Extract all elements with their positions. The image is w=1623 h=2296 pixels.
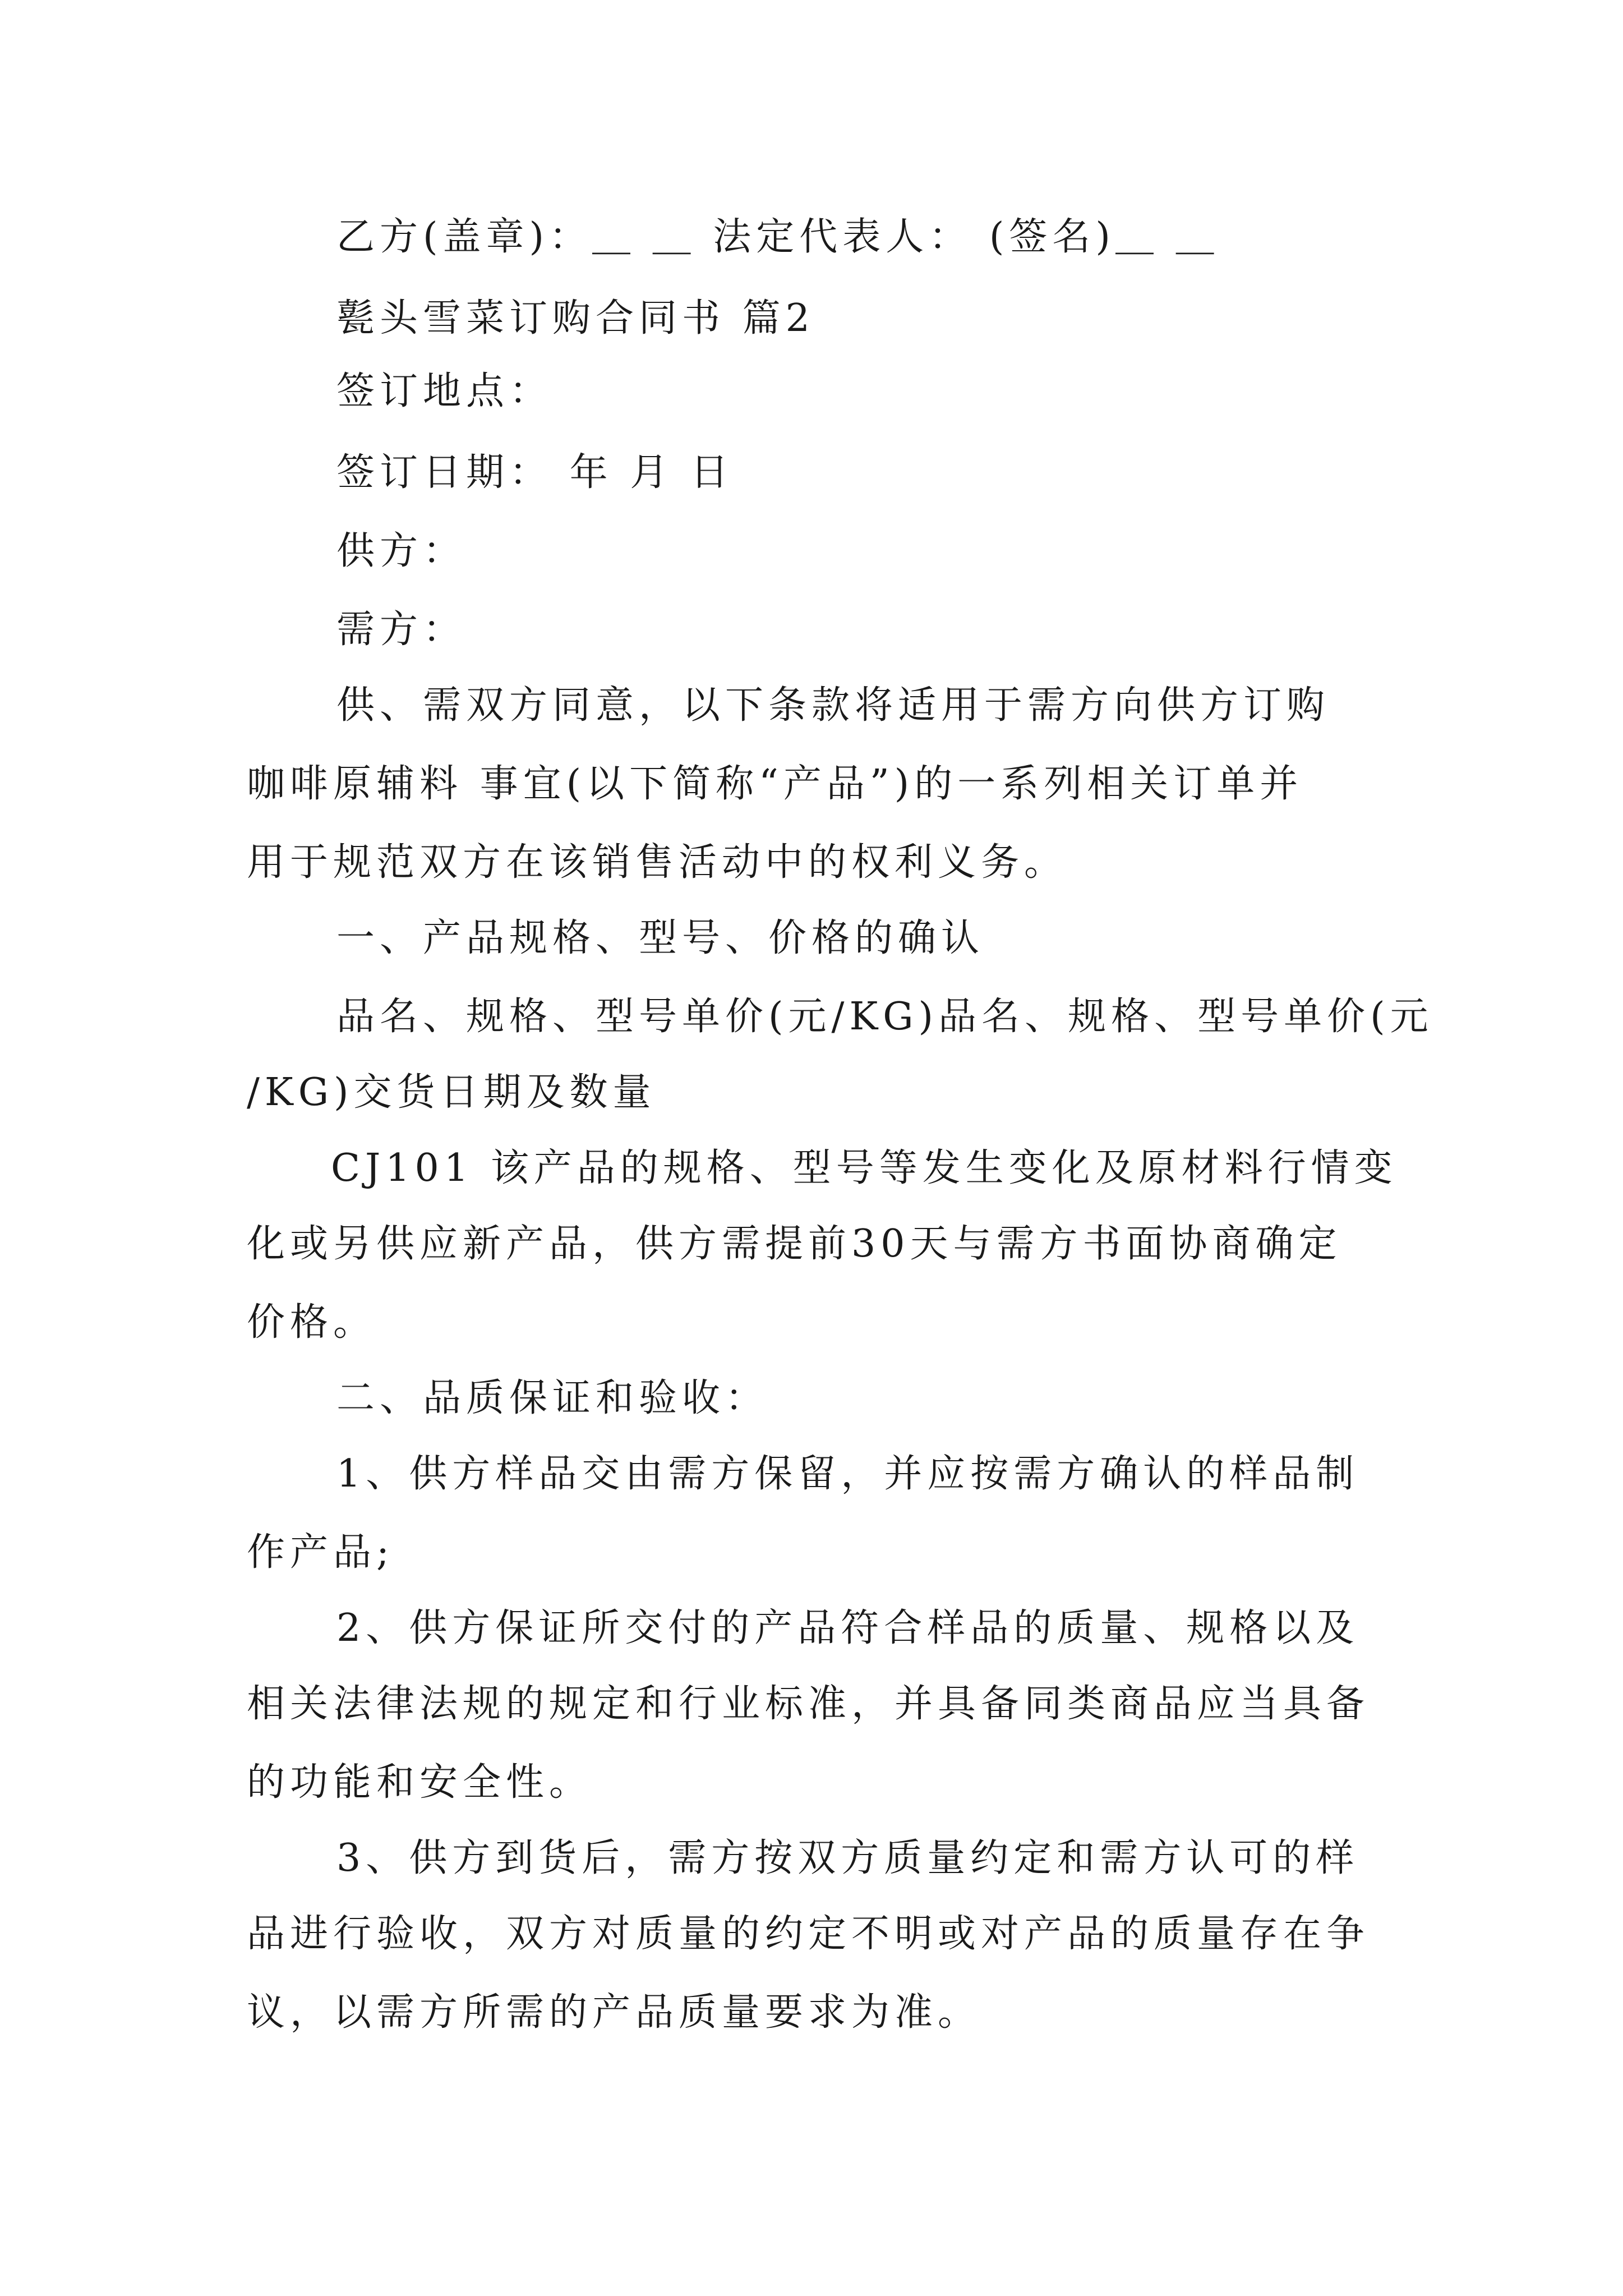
paragraph-line: 议，以需方所需的产品质量要求为准。	[247, 1990, 981, 2035]
paragraph-line: 用于规范双方在该销售活动中的权利义务。	[247, 840, 1068, 885]
paragraph-line: 相关法律法规的规定和行业标准，并具备同类商品应当具备	[247, 1682, 1370, 1726]
paragraph-line: /KG)交货日期及数量	[247, 1070, 656, 1115]
party-b-signature-line: 乙方(盖章)：＿ ＿ 法定代表人： (签名)＿ ＿	[336, 215, 1219, 259]
section-heading-1: 一、产品规格、型号、价格的确认	[336, 916, 985, 960]
signing-place: 签订地点：	[336, 369, 553, 413]
paragraph-line: CJ101 该产品的规格、型号等发生变化及原材料行情变	[331, 1146, 1398, 1190]
paragraph-line: 化或另供应新产品，供方需提前30天与需方书面协商确定	[247, 1222, 1342, 1266]
paragraph-line: 2、供方保证所交付的产品符合样品的质量、规格以及	[336, 1606, 1359, 1650]
supplier-line: 供方：	[336, 529, 467, 573]
paragraph-line: 3、供方到货后，需方按双方质量约定和需方认可的样	[336, 1836, 1359, 1880]
paragraph-line: 供、需双方同意，以下条款将适用于需方向供方订购	[336, 683, 1330, 728]
paragraph-line: 的功能和安全性。	[247, 1760, 593, 1805]
paragraph-line: 品名、规格、型号单价(元/KG)品名、规格、型号单价(元	[336, 995, 1433, 1039]
contract-title: 甏头雪菜订购合同书 篇2	[336, 296, 815, 341]
section-heading-2: 二、品质保证和验收：	[336, 1376, 769, 1420]
paragraph-line: 品进行验收，双方对质量的约定不明或对产品的质量存在争	[247, 1912, 1370, 1956]
buyer-line: 需方：	[336, 608, 467, 652]
paragraph-line: 作产品;	[247, 1530, 394, 1575]
paragraph-line: 价格。	[247, 1300, 377, 1345]
signing-date: 签订日期： 年 月 日	[336, 450, 734, 495]
paragraph-line: 咖啡原辅料 事宜(以下简称“产品”)的一系列相关订单并	[247, 762, 1303, 806]
paragraph-line: 1、供方样品交由需方保留，并应按需方确认的样品制	[336, 1452, 1359, 1496]
